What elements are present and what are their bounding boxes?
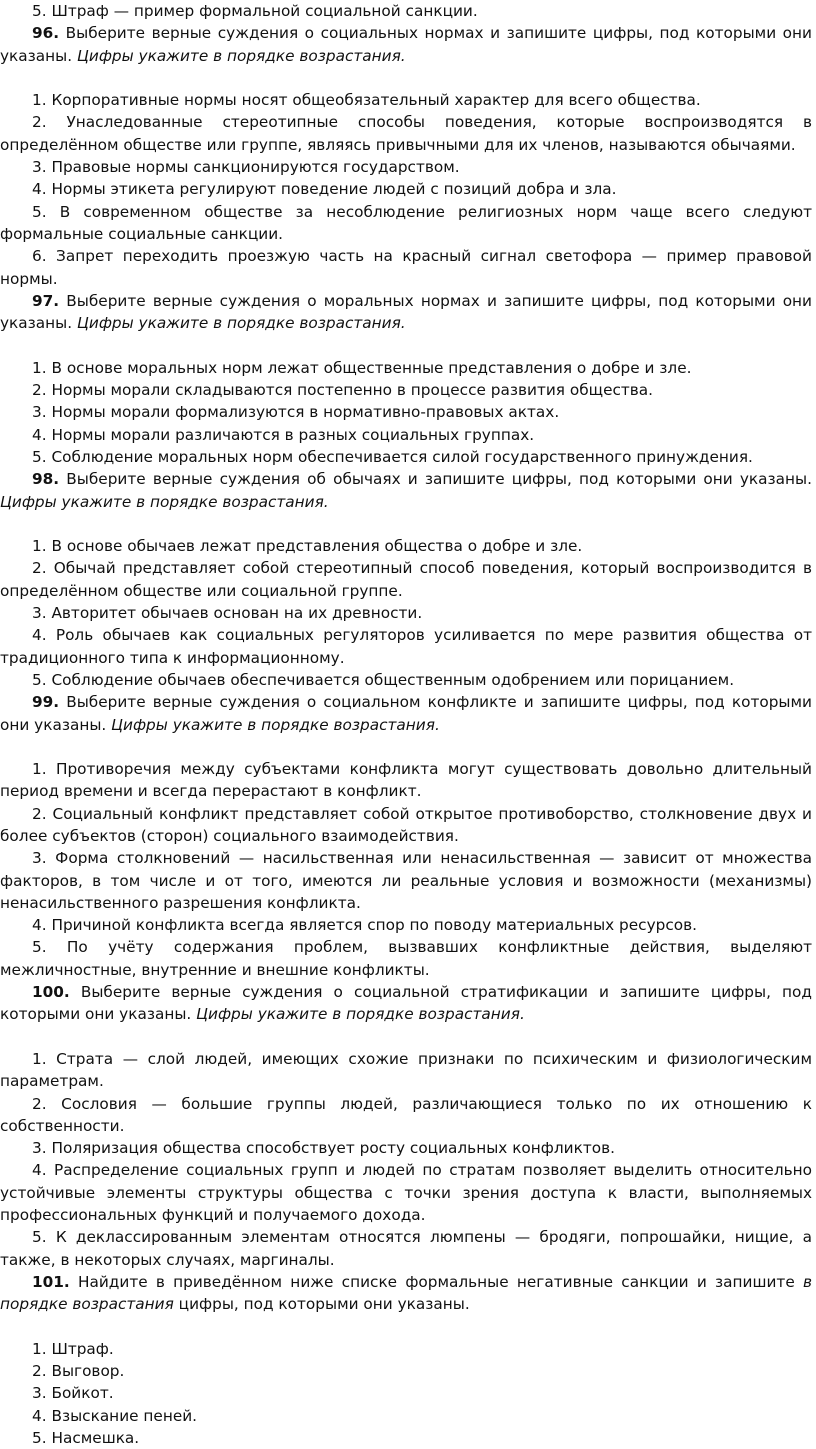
option: 1. Штраф. [32, 1339, 114, 1358]
blank-line [0, 1316, 812, 1338]
question-prompt [0, 22, 812, 67]
prompt-text: Выберите верные суждения о социальном конфликте и запишите цифры, под которыми они указаны. [0, 693, 812, 734]
blank-line [0, 513, 812, 535]
blank-line [0, 334, 812, 356]
option: 2. Обычай представляет собой стереотипный способ поведения, который воспроизводится в определённом обществе или социальной группе. [0, 559, 812, 600]
question-99 [0, 691, 812, 981]
blank-line [0, 736, 812, 758]
option: 5. Соблюдение обычаев обеспечивается общественным одобрением или порицанием. [32, 670, 735, 689]
question-98 [0, 468, 812, 691]
instruction-text: Цифры укажите в порядке возрастания. [77, 46, 406, 65]
question-prompt [0, 691, 812, 736]
option: 1. В основе обычаев лежат представления общества о добре и зле. [32, 537, 583, 556]
question-101 [0, 1271, 812, 1449]
instruction-text: в порядке возрастания [0, 1272, 812, 1314]
option: 4. Взыскание пеней. [32, 1406, 198, 1425]
question-prompt [0, 290, 812, 335]
option: 4. Роль обычаев как социальных регуляторов усиливается по мере развития общества от традиционного типа к информационному. [0, 626, 812, 667]
option: 4. Нормы морали различаются в разных социальных группах. [32, 425, 535, 444]
instruction-text: Цифры укажите в порядке возрастания. [0, 492, 329, 511]
question-97 [0, 290, 812, 468]
question-number: 96. [32, 24, 60, 43]
option: 2. Выговор. [32, 1362, 125, 1381]
option: 5. Насмешка. [32, 1429, 140, 1447]
option: 4. Нормы этикета регулируют поведение людей с позиций добра и зла. [32, 180, 617, 199]
option: 2. Нормы морали складываются постепенно в процессе развития общества. [32, 381, 654, 400]
instruction-text: Цифры укажите в порядке возрастания. [77, 314, 406, 333]
option: 4. Причиной конфликта всегда является спор по поводу материальных ресурсов. [32, 916, 697, 935]
option: 4. Распределение социальных групп и людей по стратам позволяет выделить относительно устойчивые элементы структуры общества с точки зрения доступа к власти, выполняемых профессиональных функций и получаемого дохода. [0, 1161, 812, 1225]
blank-line [0, 1026, 812, 1048]
prompt-text: Найдите в приведённом ниже списке формальные негативные санкции и запишите [77, 1272, 795, 1291]
question-number: 101. [32, 1272, 70, 1291]
option: 5. По учёту содержания проблем, вызвавших конфликтные действия, выделяют межличностные, внутренние и внешние конфликты. [0, 938, 812, 979]
instruction-text: Цифры укажите в порядке возрастания. [111, 715, 440, 734]
text-line: 5. Штраф — пример формальной социальной санкции. [32, 2, 478, 20]
question-100 [0, 981, 812, 1271]
option: 2. Сословия — большие группы людей, различающиеся только по их отношению к собственности. [0, 1094, 812, 1135]
option: 1. Страта — слой людей, имеющих схожие признаки по психическим и физиологическим параметрам. [0, 1049, 812, 1091]
question-number: 97. [32, 291, 60, 310]
option: 3. Форма столкновений — насильственная или ненасильственная — зависит от множества факторов, в том числе и от того, имеются ли реальные условия и возможности (механизмы) ненасильственного разрешения конфликта. [0, 849, 812, 912]
option: 3. Авторитет обычаев основан на их древности. [32, 604, 423, 623]
option: 5. К деклассированным элементам относятся люмпены — бродяги, попрошайки, нищие, а также, в некоторых случаях, маргиналы. [0, 1228, 812, 1269]
instruction-text: Цифры укажите в порядке возрастания. [196, 1005, 525, 1024]
option: 2. Социальный конфликт представляет собой открытое противоборство, столкновение двух и более субъектов (сторон) социального взаимодействия. [0, 804, 812, 845]
option: 1. Противоречия между субъектами конфликта могут существовать довольно длительный период времени и всегда перерастают в конфликт. [0, 760, 812, 801]
prompt-text-end: цифры, под которыми они указаны. [178, 1295, 470, 1314]
question-number: 99. [32, 693, 60, 712]
question-prompt [0, 981, 812, 1026]
prompt-text: Выберите верные суждения о социальных нормах и запишите цифры, под которыми они указаны. [0, 24, 812, 65]
option: 3. Бойкот. [32, 1384, 114, 1403]
prompt-text: Выберите верные суждения о моральных нормах и запишите цифры, под которыми они указаны. [0, 291, 812, 333]
question-96 [0, 22, 812, 290]
option: 5. Соблюдение моральных норм обеспечивается силой государственного принуждения. [32, 447, 753, 466]
option: 1. В основе моральных норм лежат общественные представления о добре и зле. [32, 358, 692, 377]
option: 5. В современном обществе за несоблюдение религиозных норм чаще всего следуют формальные социальные санкции. [0, 202, 812, 243]
option: 3. Нормы морали формализуются в нормативно-правовых актах. [32, 403, 560, 422]
blank-line [0, 67, 812, 89]
option: 2. Унаследованные стереотипные способы поведения, которые воспроизводятся в определённом обществе или группе, являясь привычными для их членов, называются обычаями. [0, 113, 812, 154]
question-prompt [0, 1271, 812, 1316]
question-number: 100. [32, 983, 70, 1002]
question-number: 98. [32, 470, 60, 489]
question-prompt [0, 468, 812, 513]
prompt-text: Выберите верные суждения об обычаях и запишите цифры, под которыми они указаны. [66, 470, 812, 489]
option: 3. Поляризация общества способствует росту социальных конфликтов. [32, 1139, 615, 1158]
option: 1. Корпоративные нормы носят общеобязательный характер для всего общества. [32, 91, 701, 110]
option: 6. Запрет переходить проезжую часть на красный сигнал светофора — пример правовой нормы. [0, 247, 812, 288]
option: 3. Правовые нормы санкционируются государством. [32, 158, 460, 177]
prompt-text: Выберите верные суждения о социальной стратификации и запишите цифры, под которыми они указаны. [0, 983, 812, 1024]
